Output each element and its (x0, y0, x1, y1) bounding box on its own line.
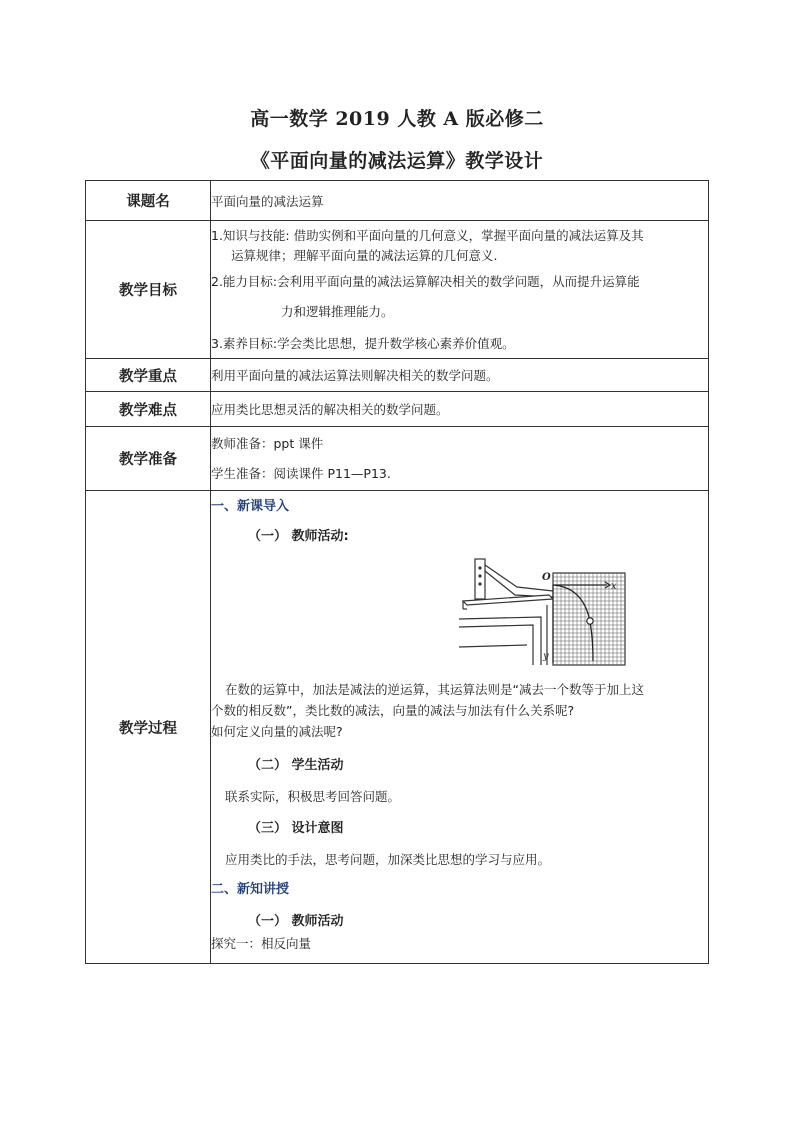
parabola-apparatus-figure (457, 555, 629, 669)
intro-paragraph-b: 个数的相反数”，类比数的减法，向量的减法与加法有什么关系呢? (211, 703, 575, 718)
row-prep (86, 427, 709, 491)
row-difficulty (86, 392, 709, 427)
goal-1b: 运算规律；理解平面向量的减法运算的几何意义. (231, 247, 498, 263)
sub-teacher-activity: （一） 教师活动: (248, 529, 349, 544)
label-prep: 教学准备 (86, 427, 211, 491)
goal-1a: 1.知识与技能: 借助实例和平面向量的几何意义，掌握平面向量的减法运算及其 (211, 227, 644, 243)
intro-paragraph-a: 在数的运算中，加法是减法的逆运算，其运算法则是“减去一个数等于加上这 (225, 682, 644, 697)
difficulty-text: 应用类比思想灵活的解决相关的数学问题。 (211, 392, 709, 427)
row-topic (86, 181, 709, 221)
sub-student-activity: （二） 学生活动 (248, 758, 344, 773)
figure-label-x: x (611, 581, 617, 592)
goal-2b: 力和逻辑推理能力。 (281, 303, 394, 319)
sub-teacher-activity-2: （一） 教师活动 (248, 914, 344, 929)
row-key (86, 359, 709, 392)
lesson-plan-table (85, 180, 709, 964)
document-subtitle: 《平面向量的减法运算》教学设计 (250, 150, 544, 172)
key-text: 利用平面向量的减法运算法则解决相关的数学问题。 (211, 359, 709, 392)
figure-container (211, 555, 708, 675)
label-key: 教学重点 (86, 359, 211, 392)
goals-cell (211, 221, 709, 359)
figure-label-o: O (542, 572, 551, 583)
topic-text: 平面向量的减法运算 (211, 181, 709, 221)
process-cell (211, 491, 709, 964)
figure-label-y: y (543, 651, 549, 662)
label-difficulty: 教学难点 (86, 392, 211, 427)
row-goals (86, 221, 709, 359)
document-title: 高一数学 2019 人教 A 版必修二 (250, 108, 544, 130)
goal-2a: 2.能力目标:会利用平面向量的减法运算解决相关的数学问题，从而提升运算能 (211, 273, 640, 289)
prep-cell (211, 427, 709, 491)
prep-student: 学生准备：阅读课件 P11—P13. (211, 465, 391, 481)
label-topic: 课题名 (86, 181, 211, 221)
prep-teacher: 教师准备：ppt 课件 (211, 435, 324, 451)
label-goals: 教学目标 (86, 221, 211, 359)
goal-3: 3.素养目标:学会类比思想，提升数学核心素养价值观。 (211, 335, 515, 351)
student-activity-text: 联系实际，积极思考回答问题。 (225, 789, 401, 804)
sub-design-intent: （三） 设计意图 (248, 821, 344, 836)
design-intent-text: 应用类比的手法，思考问题，加深类比思想的学习与应用。 (225, 852, 551, 867)
section-new-knowledge: 二、新知讲授 (211, 882, 290, 897)
intro-paragraph-c: 如何定义向量的减法呢? (211, 724, 343, 739)
section-intro: 一、新课导入 (211, 499, 290, 514)
row-process (86, 491, 709, 964)
label-process: 教学过程 (86, 491, 211, 964)
explore-one-text: 探究一：相反向量 (211, 936, 312, 951)
